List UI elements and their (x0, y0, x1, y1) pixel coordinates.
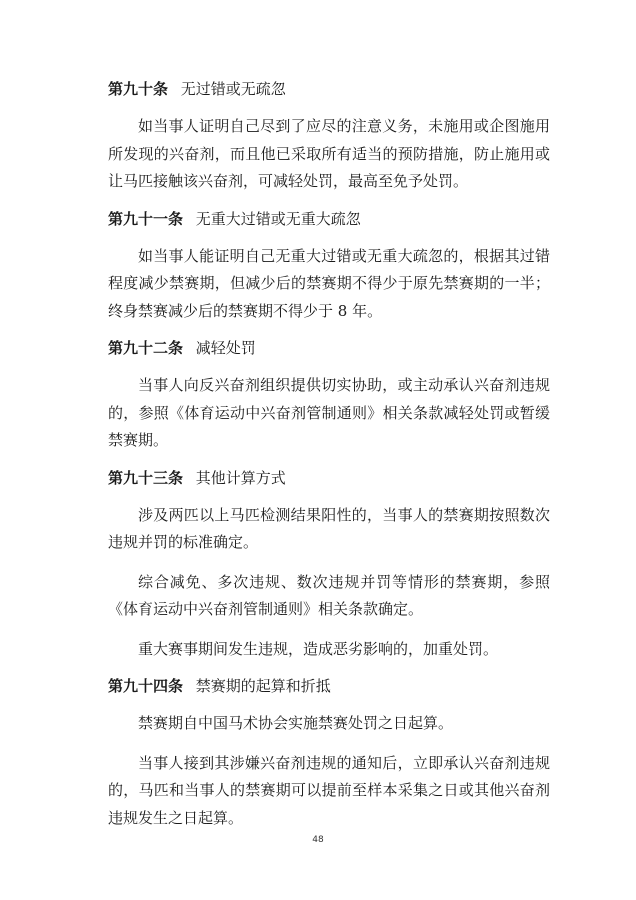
page-number: 48 (312, 835, 324, 845)
article-paragraph: 涉及两匹以上马匹检测结果阳性的，当事人的禁赛期按照数次违规并罚的标准确定。 (108, 505, 550, 551)
article-number: 第九十二条 (108, 339, 184, 357)
article-paragraph: 如当事人证明自己尽到了应尽的注意义务，未施用或企图施用所发现的兴奋剂，而且他已采取所有适当的预防措施，防止施用或让马匹接触该兴奋剂，可减轻处罚，最高至免予处罚。 (108, 117, 550, 190)
article-number: 第九十条 (108, 80, 169, 98)
article-90-heading (108, 78, 550, 100)
article-paragraph: 当事人向反兴奋剂组织提供切实协助，或主动承认兴奋剂违规的，参照《体育运动中兴奋剂管制通则》相关条款减轻处罚或暂缓禁赛期。 (108, 376, 550, 449)
article-93-heading (108, 467, 550, 489)
article-number: 第九十三条 (108, 468, 184, 487)
article-title: 减轻处罚 (195, 339, 256, 357)
article-number: 第九十一条 (108, 209, 184, 228)
article-title: 无过错或无疏忽 (180, 80, 286, 98)
article-paragraph: 禁赛期自中国马术协会实施禁赛处罚之日起算。 (138, 714, 454, 732)
article-paragraph: 综合减免、多次违规、数次违规并罚等情形的禁赛期，参照《体育运动中兴奋剂管制通则》相关条款确定。 (108, 572, 550, 618)
article-paragraph: 当事人接到其涉嫌兴奋剂违规的通知后，立即承认兴奋剂违规的，马匹和当事人的禁赛期可以提前至样本采集之日或其他兴奋剂违规发生之日起算。 (108, 753, 550, 827)
article-94-heading (108, 675, 550, 697)
article-92-heading (108, 337, 550, 359)
page-content (108, 78, 550, 844)
article-title: 禁赛期的起算和折抵 (195, 677, 331, 695)
article-91-heading (108, 208, 550, 230)
article-title: 其他计算方式 (195, 468, 286, 487)
article-paragraph: 如当事人能证明自己无重大过错或无重大疏忽的，根据其过错程度减少禁赛期，但减少后的禁赛期不得少于原先禁赛期的一半；终身禁赛减少后的禁赛期不得少于 8 年。 (108, 246, 550, 320)
article-paragraph: 重大赛事期间发生违规，造成恶劣影响的，加重处罚。 (138, 639, 499, 658)
article-title: 无重大过错或无重大疏忽 (195, 209, 361, 228)
article-number: 第九十四条 (108, 677, 184, 695)
